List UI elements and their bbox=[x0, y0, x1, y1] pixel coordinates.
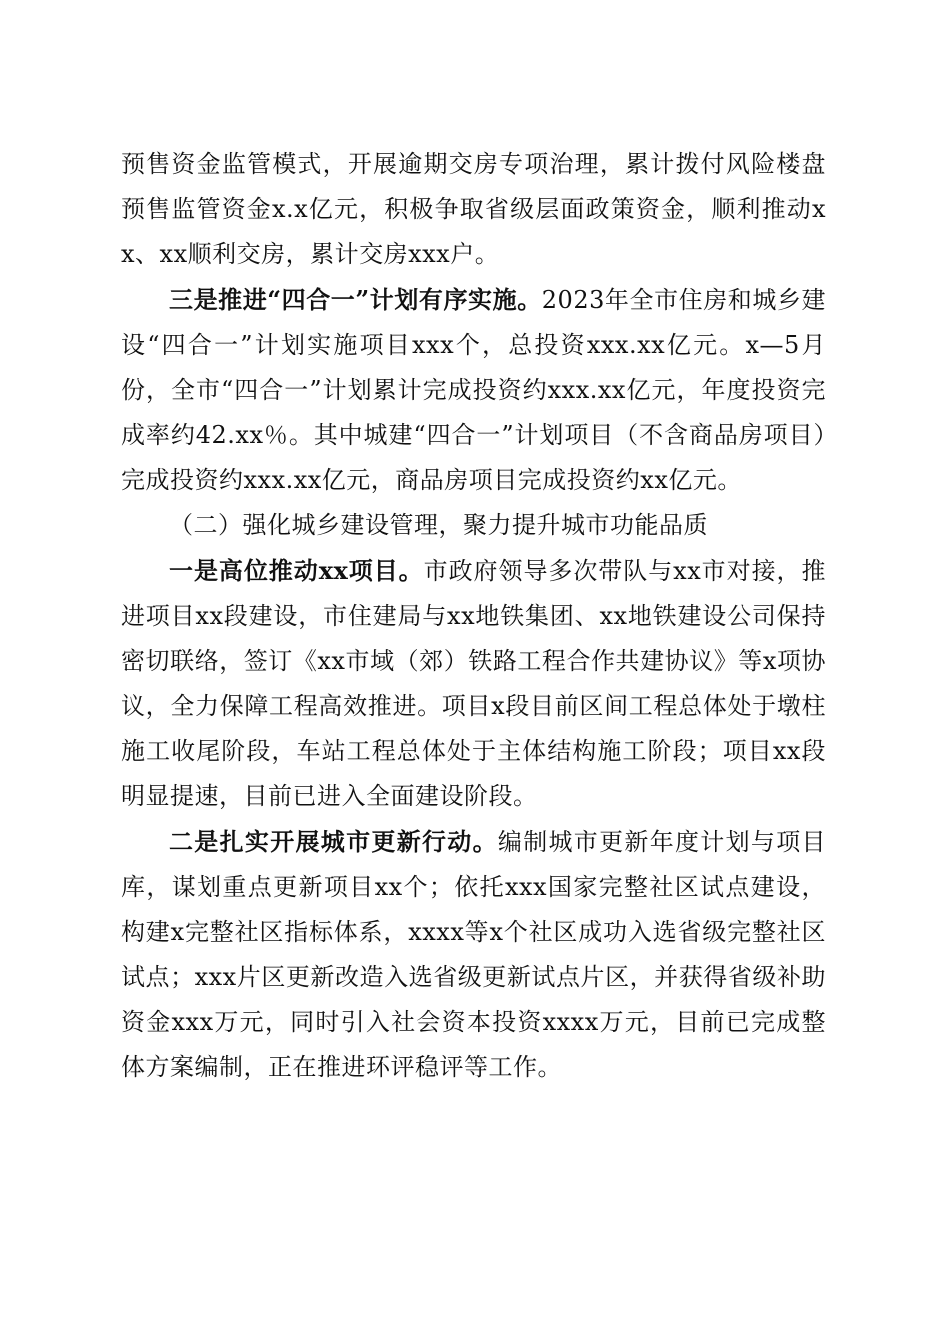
paragraph-lead: 三是推进“四合一”计划有序实施。 bbox=[169, 285, 542, 314]
paragraph-text: 预售资金监管模式，开展逾期交房专项治理，累计拨付风险楼盘预售监管资金x.x亿元，积极争取省级层面政策资金，顺利推动xx、xx顺利交房，累计交房xxx户。 bbox=[121, 150, 826, 268]
paragraph-urban-renewal bbox=[121, 819, 826, 1090]
paragraph-text: 编制城市更新年度计划与项目库，谋划重点更新项目xx个；依托xxx国家完整社区试点建设，构建x完整社区指标体系，xxxx等x个社区成功入选省级完整社区试点；xxx片区更新改造入选省级更新试点片区，并获得省级补助资金xxx万元，同时引入社会资本投资xxxx万元，目前已完成整体方案编制，正在推进环评稳评等工作。 bbox=[121, 828, 827, 1081]
document-body bbox=[121, 142, 826, 1090]
paragraph-text: 2023年全市住房和城乡建设“四合一”计划实施项目xxx个，总投资xxx.xx亿元。x—5月份，全市“四合一”计划累计完成投资约xxx.xx亿元，年度投资完成率约42.xx％。其中城建“四合一”计划项目（不含商品房项目）完成投资约xxx.xx亿元，商品房项目完成投资约xx亿元。 bbox=[121, 286, 827, 494]
section-heading: （二）强化城乡建设管理，聚力提升城市功能品质 bbox=[169, 511, 708, 539]
paragraph-xx-project bbox=[121, 548, 826, 819]
paragraph-presale-funds bbox=[121, 142, 826, 277]
paragraph-text: 市政府领导多次带队与xx市对接，推进项目xx段建设，市住建局与xx地铁集团、xx地铁建设公司保持密切联络，签订《xx市域（郊）铁路工程合作共建协议》等x项协议，全力保障工程高效推进。项目x段目前区间工程总体处于墩柱施工收尾阶段，车站工程总体处于主体结构施工阶段；项目xx段明显提速，目前已进入全面建设阶段。 bbox=[121, 557, 826, 810]
paragraph-lead: 二是扎实开展城市更新行动。 bbox=[169, 827, 498, 856]
paragraph-lead: 一是高位推动xx项目。 bbox=[169, 556, 424, 585]
paragraph-four-in-one-plan bbox=[121, 277, 826, 503]
